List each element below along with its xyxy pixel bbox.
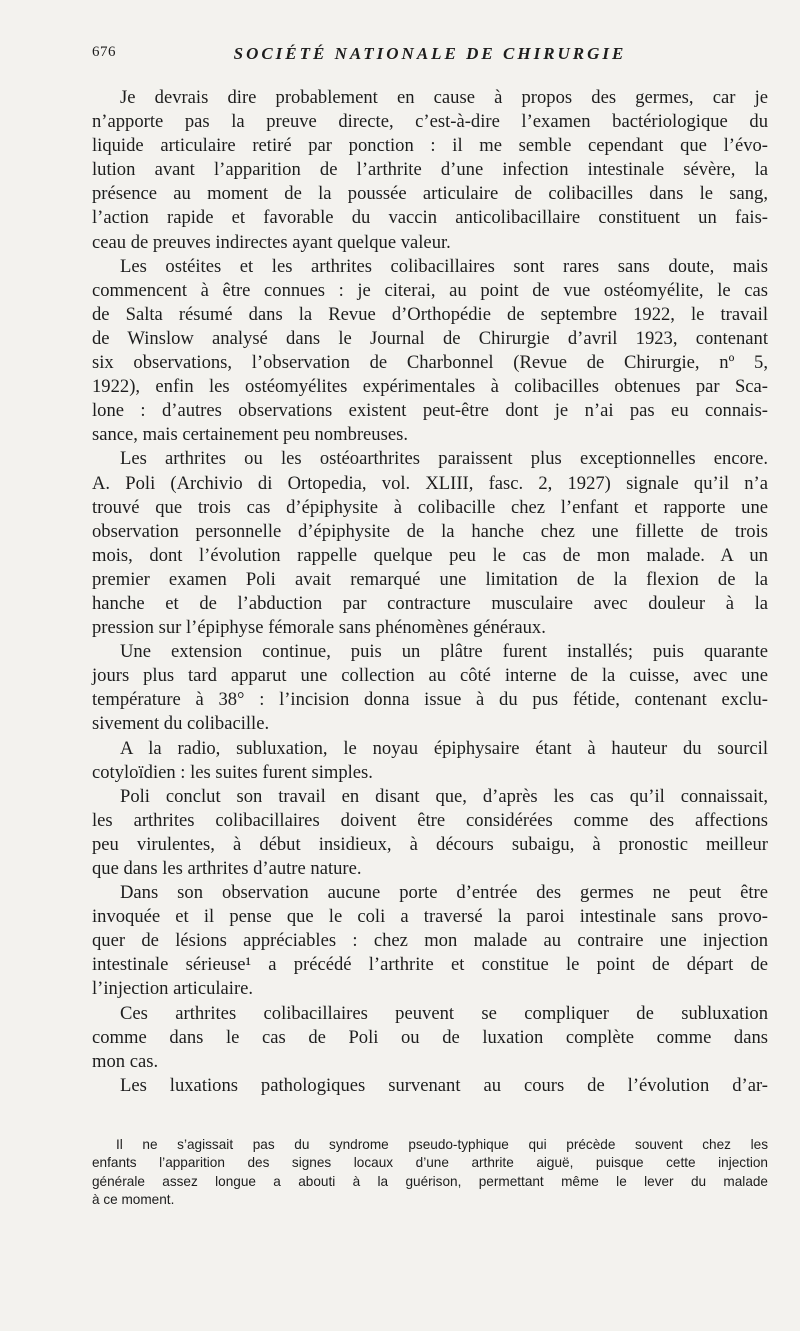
text-line: peu virulentes, à début insidieux, à décours subaigu, à pronostic meilleur xyxy=(92,833,768,855)
footnote-line: Il ne s’agissait pas du syndrome pseudo-typhique qui précède souvent chez les xyxy=(116,1137,768,1152)
text-line: premier examen Poli avait remarqué une limitation de la flexion de la xyxy=(92,568,768,590)
footnote-line: enfants l’apparition des signes locaux d’une arthrite aiguë, puisque cette injection xyxy=(92,1155,768,1171)
text-line: Les luxations pathologiques survenant au cours de l’évolution d’ar- xyxy=(120,1074,768,1096)
page-header xyxy=(92,44,768,68)
footnote-line: à ce moment. xyxy=(92,1192,175,1208)
text-line: lution avant l’apparition de l’arthrite d’une infection intestinale sévère, la xyxy=(92,159,768,181)
text-line: Ces arthrites colibacillaires peuvent se compliquer de subluxation xyxy=(120,1002,768,1024)
text-line: n’apporte pas la preuve directe, c’est-à-dire l’examen bactériologique du xyxy=(92,111,768,133)
text-line: hanche et de l’abduction par contracture musculaire avec douleur à la xyxy=(92,592,768,614)
text-line: sivement du colibacille. xyxy=(92,713,270,735)
text-line: Poli conclut son travail en disant que, d’après les cas qu’il connaissait, xyxy=(120,785,768,807)
text-line: température à 38° : l’incision donna issue à du pus fétide, contenant exclu- xyxy=(92,689,768,711)
text-line: trouvé que trois cas d’épiphysite à colibacille chez l’enfant et rapporte une xyxy=(92,496,768,518)
text-line: jours plus tard apparut une collection au côté interne de la cuisse, avec une xyxy=(92,665,768,687)
text-line: intestinale sérieuse¹ a précédé l’arthrite et constitue le point de départ de xyxy=(92,954,768,976)
footnote xyxy=(92,1136,768,1210)
text-line: que dans les arthrites d’autre nature. xyxy=(92,858,362,879)
text-line: mois, dont l’évolution rappelle quelque peu le cas de mon malade. A un xyxy=(92,544,768,566)
text-line: Une extension continue, puis un plâtre furent installés; puis quarante xyxy=(120,641,768,663)
text-line: invoquée et il pense que le coli a traversé la paroi intestinale sans provo- xyxy=(92,906,768,928)
text-line: A la radio, subluxation, le noyau épiphysaire étant à hauteur du sourcil xyxy=(120,737,768,759)
running-title: SOCIÉTÉ NATIONALE DE CHIRURGIE xyxy=(233,44,627,63)
text-line: Les ostéites et les arthrites colibacillaires sont rares sans doute, mais xyxy=(120,255,768,277)
text-line: observation personnelle d’épiphysite de la hanche chez une fillette de trois xyxy=(92,520,768,542)
text-line: sance, mais certainement peu nombreuses. xyxy=(92,424,408,446)
text-line: de Winslow analysé dans le Journal de Chirurgie d’avril 1923, contenant xyxy=(92,327,768,349)
text-line: Dans son observation aucune porte d’entrée des germes ne peut être xyxy=(120,882,768,904)
text-line: quer de lésions appréciables : chez mon malade au contraire une injection xyxy=(92,930,768,952)
text-line: 1922), enfin les ostéomyélites expérimentales à colibacilles obtenues par Sca- xyxy=(92,376,768,398)
text-line: Les arthrites ou les ostéoarthrites paraissent plus exceptionnelles encore. xyxy=(120,448,768,470)
text-line: l’injection articulaire. xyxy=(92,978,254,1000)
text-line: liquide articulaire retiré par ponction : il me semble cependant que l’évo- xyxy=(92,135,768,157)
text-line: Je devrais dire probablement en cause à propos des germes, car je xyxy=(120,87,768,108)
text-line: les arthrites colibacillaires doivent être considérées comme des affections xyxy=(92,809,768,831)
text-line: A. Poli (Archivio di Ortopedia, vol. XLIII, fasc. 2, 1927) signale qu’il n’a xyxy=(92,472,768,494)
text-line: mon cas. xyxy=(92,1050,159,1072)
text-line: six observations, l’observation de Charbonnel (Revue de Chirurgie, nº 5, xyxy=(92,352,768,374)
text-line: l’action rapide et favorable du vaccin anticolibacillaire constituent un fais- xyxy=(92,207,768,229)
text-line: ceau de preuves indirectes ayant quelque valeur. xyxy=(92,231,451,253)
page-number: 676 xyxy=(92,44,116,60)
text-line: présence au moment de la poussée articulaire de colibacilles dans le sang, xyxy=(92,183,768,205)
text-line: de Salta résumé dans la Revue d’Orthopédie de septembre 1922, le travail xyxy=(92,303,768,325)
text-line: pression sur l’épiphyse fémorale sans phénomènes généraux. xyxy=(92,617,546,639)
footnote-line: générale assez longue a abouti à la guérison, permettant même le lever du malade xyxy=(92,1173,768,1189)
text-line: commencent à être connues : je citerai, au point de vue ostéomyélite, le cas xyxy=(92,279,768,301)
body-text xyxy=(92,86,768,1098)
text-line: comme dans le cas de Poli ou de luxation complète comme dans xyxy=(92,1026,768,1048)
text-line: cotyloïdien : les suites furent simples. xyxy=(92,761,373,783)
text-line: lone : d’autres observations existent peut-être dont je n’ai pas eu connais- xyxy=(92,400,768,422)
